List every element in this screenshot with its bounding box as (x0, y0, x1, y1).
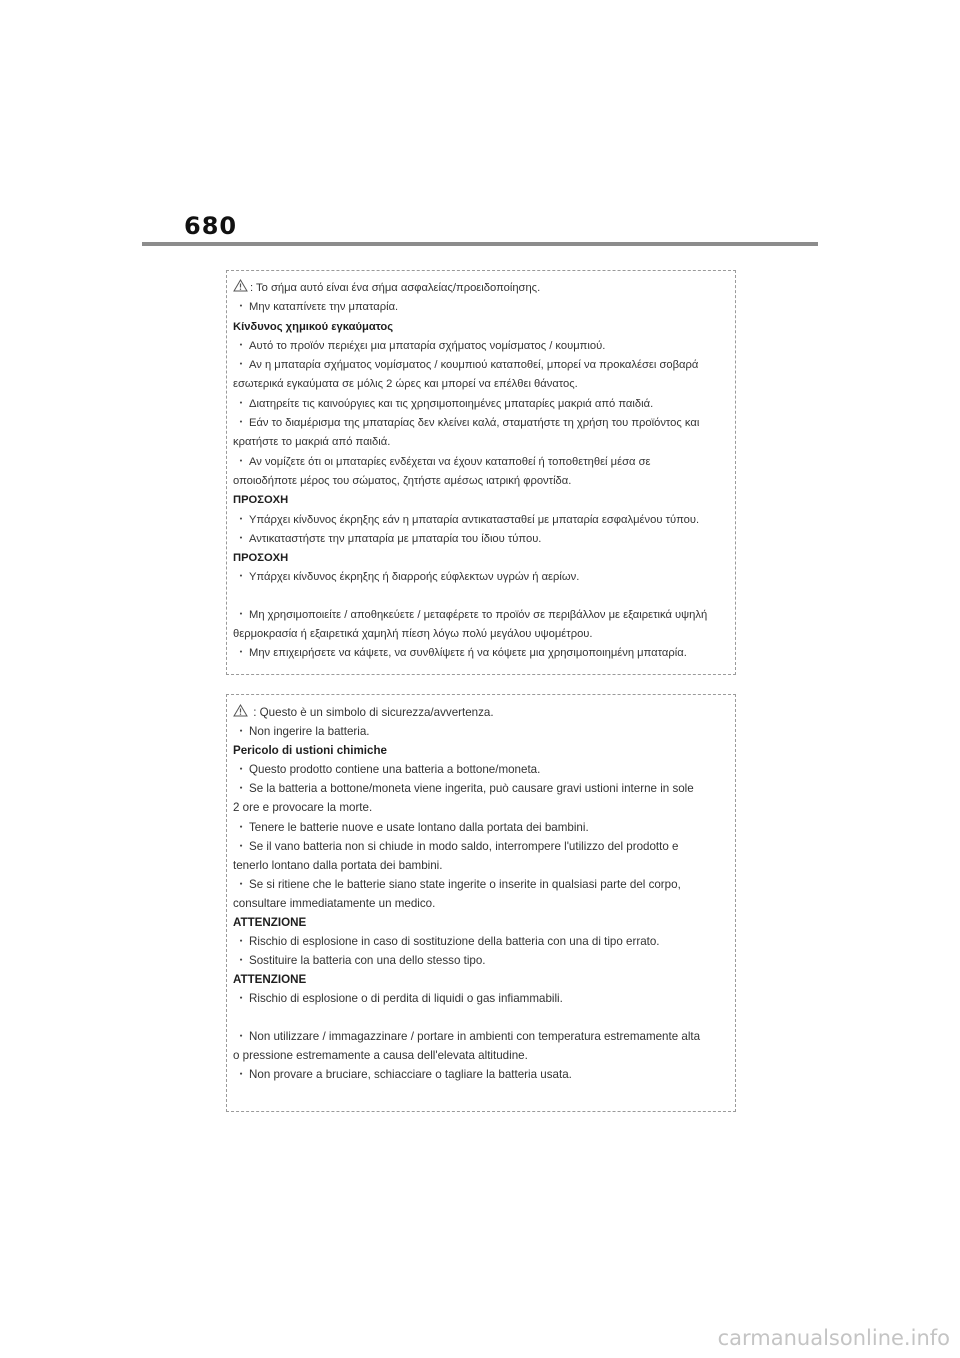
line-text: οποιοδήποτε μέρος του σώματος, ζητήστε αμέσως ιατρική φροντίδα. (233, 474, 572, 487)
bullet-mark: ・ (235, 954, 247, 968)
notice-line (233, 798, 735, 817)
notice-line (233, 625, 735, 644)
notice-line (233, 530, 735, 549)
greek-safety-notice (226, 270, 736, 675)
line-text: Tenere le batterie nuove e usate lontano dalla portata dei bambini. (249, 820, 589, 834)
notice-line (233, 472, 735, 491)
line-text: Αυτό το προϊόν περιέχει μια μπαταρία σχήματος νομίσματος / κουμπιού. (249, 339, 606, 352)
notice-line (233, 1065, 735, 1084)
bullet-mark: ・ (235, 417, 247, 430)
line-text: θερμοκρασία ή εξαιρετικά χαμηλή πίεση λόγω πολύ μεγάλου υψομέτρου. (233, 628, 593, 641)
line-text: Αν η μπαταρία σχήματος νομίσματος / κουμπιού καταποθεί, μπορεί να προκαλέσει σοβαρά (249, 359, 699, 372)
bullet-mark: ・ (235, 935, 247, 949)
notice-line (233, 375, 735, 394)
notice-line (233, 875, 735, 894)
notice-line (233, 1027, 735, 1046)
notice-line (233, 568, 735, 587)
notice-line (233, 894, 735, 913)
notice-line (233, 433, 735, 452)
notice-line (233, 279, 735, 298)
notice-line (233, 414, 735, 433)
line-text: Μη χρησιμοποιείτε / αποθηκεύετε / μεταφέρετε το προϊόν σε περιβάλλον με εξαιρετικά υψηλή (249, 608, 708, 621)
line-text: ATTENZIONE (233, 973, 307, 987)
line-text: Non provare a bruciare, schiacciare o tagliare la batteria usata. (249, 1067, 572, 1081)
italian-safety-notice (226, 694, 736, 1112)
line-text: 2 ore e provocare la morte. (233, 801, 373, 815)
bullet-mark: ・ (235, 763, 247, 777)
line-text: ΠΡΟΣΟΧΗ (233, 552, 289, 565)
line-text: Non ingerire la batteria. (249, 725, 370, 739)
notice-line (233, 1046, 735, 1065)
notice-line (233, 606, 735, 625)
line-text: Rischio di esplosione in caso di sostituzione della batteria con una di tipo errato. (249, 935, 660, 949)
line-text: κρατήστε το μακριά από παιδιά. (233, 436, 391, 449)
line-text: Se il vano batteria non si chiude in modo saldo, interrompere l'utilizzo del prodotto e (249, 839, 679, 853)
bullet-mark: ・ (235, 455, 247, 468)
line-text: ATTENZIONE (233, 916, 307, 930)
line-text: Διατηρείτε τις καινούργιες και τις χρησιμοποιημένες μπαταρίες μακριά από παιδιά. (249, 397, 654, 410)
notice-line (233, 453, 735, 472)
line-text: Αντικαταστήστε την μπαταρία με μπαταρία του ίδιου τύπου. (249, 532, 542, 545)
section-heading (233, 741, 735, 760)
notice-line (233, 989, 735, 1008)
notice-line (233, 779, 735, 798)
bullet-mark: ・ (235, 782, 247, 796)
warning-triangle-icon (233, 704, 248, 717)
line-text: Se la batteria a bottone/moneta viene ingerita, può causare gravi ustioni interne in sole (249, 782, 694, 796)
bullet-mark: ・ (235, 532, 247, 545)
page-number: 680 (184, 212, 238, 240)
line-text: Εάν το διαμέρισμα της μπαταρίας δεν κλείνει καλά, σταματήστε τη χρήση του προϊόντος και (249, 417, 700, 430)
notice-line (233, 818, 735, 837)
section-heading (233, 549, 735, 568)
line-text: Κίνδυνος χημικού εγκαύματος (233, 320, 394, 333)
notice-line (233, 837, 735, 856)
notice-line (233, 703, 735, 722)
line-text: Μην καταπίνετε την μπαταρία. (249, 301, 399, 314)
notice-line (233, 932, 735, 951)
notice-line (233, 856, 735, 875)
bullet-mark: ・ (235, 1067, 247, 1081)
line-text: consultare immediatamente un medico. (233, 896, 436, 910)
bullet-mark: ・ (235, 992, 247, 1006)
line-text: : Questo è un simbolo di sicurezza/avvertenza. (250, 706, 494, 719)
line-text: tenerlo lontano dalla portata dei bambini. (233, 858, 443, 872)
bullet-mark: ・ (235, 647, 247, 660)
bullet-mark: ・ (235, 839, 247, 853)
bullet-mark: ・ (235, 1029, 247, 1043)
warning-triangle-icon (233, 279, 248, 292)
bullet-mark: ・ (235, 513, 247, 526)
notice-line (233, 395, 735, 414)
bullet-mark: ・ (235, 877, 247, 891)
line-text: Se si ritiene che le batterie siano state ingerite o inserite in qualsiasi parte del corpo, (249, 877, 681, 891)
line-text: Sostituire la batteria con una dello stesso tipo. (249, 954, 486, 968)
line-text: Υπάρχει κίνδυνος έκρηξης ή διαρροής εύφλεκτων υγρών ή αερίων. (249, 571, 580, 584)
notice-line (233, 722, 735, 741)
notice-line (233, 511, 735, 530)
notice-line (233, 337, 735, 356)
line-text: ΠΡΟΣΟΧΗ (233, 494, 289, 507)
line-text: Pericolo di ustioni chimiche (233, 744, 387, 758)
bullet-mark: ・ (235, 339, 247, 352)
section-heading (233, 970, 735, 989)
notice-line (233, 298, 735, 317)
watermark: carmanualsonline.info (717, 1326, 950, 1350)
notice-line (233, 356, 735, 375)
line-text: Non utilizzare / immagazzinare / portare in ambienti con temperatura estremamente alta (249, 1029, 701, 1043)
header-rule (142, 242, 818, 246)
notice-line (233, 760, 735, 779)
line-text: : Το σήμα αυτό είναι ένα σήμα ασφαλείας/προειδοποίησης. (250, 282, 541, 294)
line-text: Υπάρχει κίνδυνος έκρηξης εάν η μπαταρία αντικατασταθεί με μπαταρία εσφαλμένου τύπου. (249, 513, 700, 526)
bullet-mark: ・ (235, 301, 247, 314)
line-text: Αν νομίζετε ότι οι μπαταρίες ενδέχεται να έχουν καταποθεί ή τοποθετηθεί μέσα σε (249, 455, 651, 468)
line-text: Rischio di esplosione o di perdita di liquidi o gas infiammabili. (249, 992, 563, 1006)
bullet-mark: ・ (235, 571, 247, 584)
line-text: Questo prodotto contiene una batteria a bottone/moneta. (249, 763, 541, 777)
bullet-mark: ・ (235, 359, 247, 372)
line-text: Μην επιχειρήσετε να κάψετε, να συνθλίψετε ή να κόψετε μια χρησιμοποιημένη μπαταρία. (249, 647, 687, 660)
bullet-mark: ・ (235, 725, 247, 739)
section-heading (233, 491, 735, 510)
section-heading (233, 318, 735, 337)
line-text: o pressione estremamente a causa dell'elevata altitudine. (233, 1048, 528, 1062)
bullet-mark: ・ (235, 397, 247, 410)
section-heading (233, 913, 735, 932)
line-text: εσωτερικά εγκαύματα σε μόλις 2 ώρες και μπορεί να επέλθει θάνατος. (233, 378, 578, 391)
bullet-mark: ・ (235, 820, 247, 834)
notice-line (233, 644, 735, 663)
notice-line (233, 951, 735, 970)
bullet-mark: ・ (235, 608, 247, 621)
